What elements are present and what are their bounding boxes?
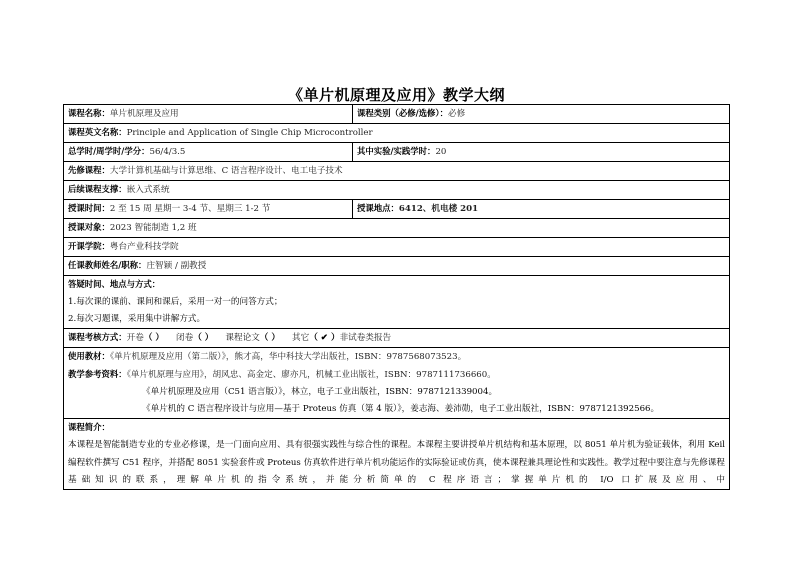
row-course-name: [64, 105, 729, 124]
document-title: 《单片机原理及应用》教学大纲: [287, 86, 505, 104]
row-materials: [64, 348, 729, 419]
followup-label: 后续课程支撑：: [68, 184, 127, 194]
prerequisites-label: 先修课程：: [68, 165, 110, 175]
assessment-option-open-book: 开卷: [126, 333, 144, 343]
schedule-label: 授课时间：: [68, 203, 110, 213]
schedule-value: 2 至 15 周 星期一 3-4 节、星期三 1-2 节: [109, 204, 271, 214]
hours-label: 总学时/周学时/学分：: [68, 146, 150, 156]
course-type-cell: [353, 105, 729, 123]
course-name-cell: [64, 105, 353, 123]
office-hours-label-text: 答疑时间、地点与方式：: [68, 279, 161, 289]
row-hours: [64, 143, 729, 162]
audience-value: 2023 智能制造 1,2 班: [109, 223, 197, 233]
lab-hours-label: 其中实验/实践学时：: [357, 146, 436, 156]
prerequisites-cell: [64, 162, 729, 180]
assessment-label: 课程考核方式：: [68, 332, 127, 342]
location-value: 6412、机电楼 201: [398, 204, 479, 214]
lab-hours-cell: [353, 143, 729, 161]
course-type-value: 必修: [448, 109, 466, 119]
location-label: 授课地点：: [357, 203, 399, 213]
row-followup: [64, 181, 729, 200]
office-hours-label: [64, 276, 729, 294]
lab-hours-value: 20: [435, 147, 447, 157]
reference-item-1: 《单片机原理与应用》，胡风忠、高金定、廖亦凡，机械工业出版社，ISBN：9787111736660。: [126, 370, 496, 380]
intro-label: [64, 419, 729, 437]
assessment-option-other: 其它: [291, 333, 310, 343]
row-teacher: [64, 257, 729, 276]
english-name-label: 课程英文名称：: [68, 127, 127, 137]
hours-value: 56/4/3.5: [149, 147, 186, 157]
college-label: 开课学院：: [68, 241, 110, 251]
assessment-mark-open-book: （ ）: [143, 333, 165, 343]
assessment-cell: [64, 329, 729, 347]
english-name-value: Principle and Application of Single Chip Microcontroller: [126, 128, 373, 138]
reference-item-2: 《单片机原理及应用（C51 语言版）》，林立，电子工业出版社，ISBN：9787121339004。: [142, 387, 498, 397]
english-name-cell: [64, 124, 729, 142]
row-college: [64, 238, 729, 257]
course-name-label: 课程名称：: [68, 108, 110, 118]
row-prerequisites: [64, 162, 729, 181]
intro-text: 本课程是智能制造专业的专业必修课，是一门面向应用、具有很强实践性与综合性的课程。本课程主要讲授单片机结构和基本原理，以 8051 单片机为验证载体，利用 Keil 编程软件撰写 C51 程序，并搭配 8051 实验套件或 Proteus 仿真软件进行单片机功能运作的实际验证或仿真，使本课程兼具理论性和实践性。教学过程中要注意与先修课程基础知识的联系，理解单片机的指令系统，并能分析简单的 C 程序语言；掌握单片机的 I/O 口扩展及应用、中: [68, 440, 725, 485]
assessment-option-paper: 课程论文: [225, 333, 260, 343]
prerequisites-value: 大学计算机基础与计算思维、C 语言程序设计、电工电子技术: [109, 166, 343, 176]
row-office-hours: [64, 276, 729, 329]
checkmark-icon: （ ✔ ）: [309, 333, 340, 343]
references-label: 教学参考资料：: [68, 369, 127, 379]
row-schedule: [64, 200, 729, 219]
teacher-label: 任课教师姓名/职称：: [68, 260, 147, 270]
course-type-label: 课程类别（必修/选修）：: [357, 108, 448, 118]
course-name-value: 单片机原理及应用: [109, 109, 179, 119]
assessment-note: 非试卷类报告: [339, 333, 392, 343]
teacher-cell: [64, 257, 729, 275]
row-intro: [64, 419, 729, 489]
assessment-mark-closed-book: （ ）: [193, 333, 214, 343]
syllabus-table: [63, 104, 730, 490]
teacher-value: 庄智颖 / 副教授: [146, 261, 207, 271]
office-hours-line-1: 1.每次课的课前、课间和课后，采用一对一的问答方式；: [68, 297, 283, 307]
college-cell: [64, 238, 729, 256]
assessment-mark-paper: （ ）: [259, 333, 280, 343]
row-english-name: [64, 124, 729, 143]
textbook-line: [64, 348, 729, 366]
location-cell: [353, 200, 729, 218]
textbook-value: 《单片机原理及应用（第二版）》，熊才高，华中科技大学出版社，ISBN：9787568073523。: [109, 352, 467, 362]
schedule-cell: [64, 200, 353, 218]
audience-cell: [64, 219, 729, 237]
audience-label: 授课对象：: [68, 222, 110, 232]
row-audience: [64, 219, 729, 238]
references-line-1: [64, 366, 729, 384]
textbook-label: 使用教材：: [68, 351, 110, 361]
intro-label-text: 课程简介：: [68, 422, 110, 432]
office-hours-line-2: 2.每次习题课，采用集中讲解方式。: [68, 314, 206, 324]
assessment-option-closed-book: 闭卷: [176, 333, 194, 343]
followup-value: 嵌入式系统: [126, 185, 170, 195]
reference-item-3: 《单片机的 C 语言程序设计与应用—基于 Proteus 仿真（第 4 版）》，姜志海、姜沛勋，电子工业出版社，ISBN：9787121392566。: [142, 404, 660, 414]
row-assessment: [64, 329, 729, 348]
hours-cell: [64, 143, 353, 161]
followup-cell: [64, 181, 729, 199]
college-value: 粤台产业科技学院: [109, 242, 179, 252]
